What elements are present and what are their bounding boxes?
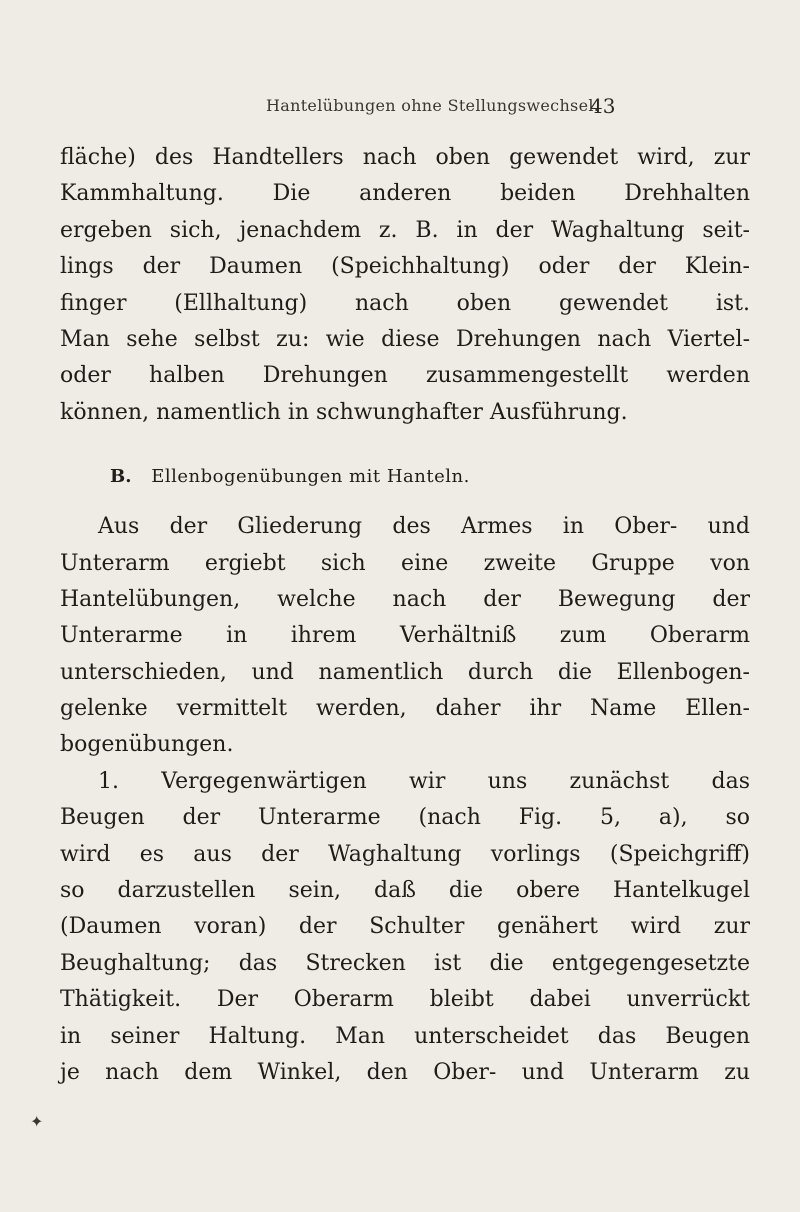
text-line: Unterarme in ihrem Verhältniß zum Oberarm (60, 623, 750, 649)
margin-mark: ✦ (30, 1112, 44, 1131)
text-line: (Daumen voran) der Schulter genähert wird zur (60, 914, 750, 940)
running-head (0, 94, 800, 118)
text-line: Man sehe selbst zu: wie diese Drehungen nach Viertel- (60, 326, 750, 352)
text-line: unterschieden, und namentlich durch die Ellenbogen- (60, 659, 750, 685)
text-line: Beugen der Unterarme (nach Fig. 5, a), so (60, 805, 750, 831)
text-line: Hantelübungen, welche nach der Bewegung der (60, 586, 750, 612)
text-line: so darzustellen sein, daß die obere Hantelkugel (60, 878, 750, 904)
body-text (60, 140, 750, 1091)
text-line: Beughaltung; das Strecken ist die entgegengesetzte (60, 950, 750, 976)
text-line: fläche) des Handtellers nach oben gewendet wird, zur (60, 145, 750, 170)
text-line: Aus der Gliederung des Armes in Ober- und (98, 514, 750, 540)
text-line: bogenübungen. (60, 732, 234, 758)
section-title: Ellenbogenübungen mit Hanteln. (151, 466, 470, 488)
text-line: ergeben sich, jenachdem z. B. in der Waghaltung seit- (60, 217, 750, 243)
paragraph-beugen (60, 764, 750, 1092)
text-line: wird es aus der Waghaltung vorlings (Speichgriff) (60, 841, 750, 867)
paragraph-gliederung (60, 509, 750, 764)
running-title: Hantelübungen ohne Stellungswechsel. (266, 96, 600, 115)
section-label: B. (110, 466, 132, 488)
page-number: 43 (590, 94, 616, 118)
text-line: oder halben Drehungen zusammengestellt werden (60, 363, 750, 389)
text-line: Thätigkeit. Der Oberarm bleibt dabei unverrückt (60, 987, 750, 1013)
text-line: können, namentlich in schwunghafter Ausführung. (60, 399, 628, 425)
section-heading (60, 449, 750, 505)
text-line: 1. Vergegenwärtigen wir uns zunächst das (98, 768, 750, 794)
text-line: Kammhaltung. Die anderen beiden Drehhalten (60, 181, 750, 207)
text-line: in seiner Haltung. Man unterscheidet das Beugen (60, 1023, 750, 1049)
text-line: finger (Ellhaltung) nach oben gewendet ist. (60, 290, 750, 316)
text-line: Unterarm ergiebt sich eine zweite Gruppe von (60, 550, 750, 576)
paragraph-kammhaltung (60, 140, 750, 431)
text-line: gelenke vermittelt werden, daher ihr Name Ellen- (60, 696, 750, 722)
text-line: lings der Daumen (Speichhaltung) oder der Klein- (60, 254, 750, 280)
text-line: je nach dem Winkel, den Ober- und Unterarm zu (60, 1059, 750, 1085)
